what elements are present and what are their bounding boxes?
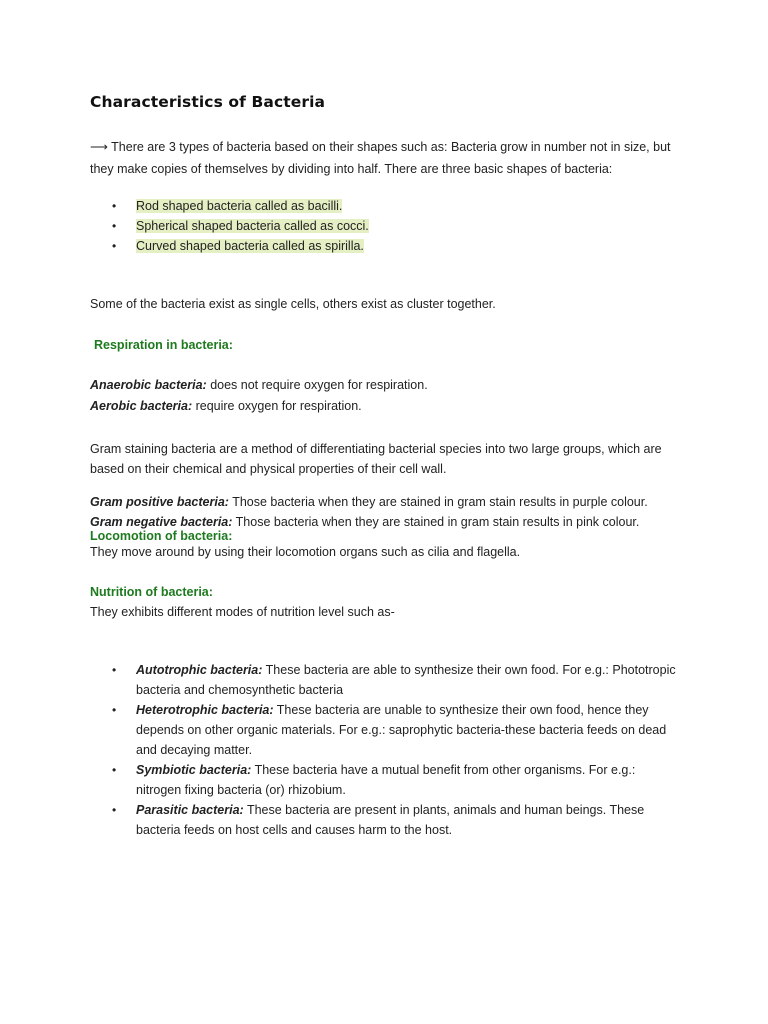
list-item [90,216,690,236]
gram-negative-line [90,515,639,529]
shape-text: Curved shaped bacteria called as spirilla. [136,239,364,253]
nutrition-list [90,660,690,840]
list-item [90,660,690,700]
intro-line-2: they make copies of themselves by dividing into half. There are three basic shapes of bacteria: [90,162,613,176]
nutrition-text: They exhibits different modes of nutrition level such as- [90,605,395,619]
gram-positive-text: Those bacteria when they are stained in gram stain results in purple colour. [228,495,648,509]
bullet-icon: • [112,663,117,677]
list-item [90,196,690,216]
list-item [90,800,690,840]
gram-line-1: Gram staining bacteria are a method of differentiating bacterial species into two large groups, which are [90,442,662,456]
anaerobic-text: does not require oxygen for respiration. [206,378,428,392]
nutrition-term: Symbiotic bacteria: [136,763,252,777]
nutrition-desc-line-2: bacteria feeds on host cells and causes harm to the host. [136,823,453,837]
nutrition-desc-line-1: These bacteria have a mutual benefit from other organisms. For e.g.: [251,763,636,777]
intro-paragraph [90,136,671,180]
nutrition-term: Heterotrophic bacteria: [136,703,274,717]
intro-line-1: ⟶ There are 3 types of bacteria based on their shapes such as: Bacteria grow in number not in size, but [90,140,671,154]
list-item [90,760,690,800]
nutrition-term: Autotrophic bacteria: [136,663,263,677]
list-item [90,236,690,256]
respiration-heading: Respiration in bacteria: [94,338,233,352]
nutrition-desc-line-2: nitrogen fixing bacteria (or) rhizobium. [136,783,346,797]
aerobic-line [90,399,362,413]
gram-positive-term: Gram positive bacteria: [90,495,229,509]
aerobic-term: Aerobic bacteria: [90,399,193,413]
bullet-icon: • [112,239,117,253]
nutrition-desc-line-1: These bacteria are present in plants, animals and human beings. These [243,803,645,817]
nutrition-desc-line-2: depends on other organic materials. For e.g.: saprophytic bacteria-these bacteria feeds on dead [136,723,667,737]
list-item [90,700,690,760]
page-title: Characteristics of Bacteria [90,93,326,111]
gram-positive-line [90,495,648,509]
nutrition-desc-line-2: bacteria and chemosynthetic bacteria [136,683,344,697]
locomotion-text: They move around by using their locomotion organs such as cilia and flagella. [90,545,521,559]
locomotion-heading: Locomotion of bacteria: [90,529,233,543]
shape-text: Rod shaped bacteria called as bacilli. [136,199,343,213]
gram-paragraph [90,439,662,479]
nutrition-desc-line-3: and decaying matter. [136,743,253,757]
bullet-icon: • [112,803,117,817]
aerobic-text: require oxygen for respiration. [192,399,362,413]
shapes-list [90,196,690,256]
gram-negative-term: Gram negative bacteria: [90,515,233,529]
nutrition-desc-line-1: These bacteria are able to synthesize their own food. For e.g.: Phototropic [262,663,676,677]
gram-negative-text: Those bacteria when they are stained in gram stain results in pink colour. [232,515,640,529]
bullet-icon: • [112,703,117,717]
cells-paragraph: Some of the bacteria exist as single cells, others exist as cluster together. [90,297,496,311]
bullet-icon: • [112,199,117,213]
gram-line-2: based on their chemical and physical properties of their cell wall. [90,462,447,476]
nutrition-desc-line-1: These bacteria are unable to synthesize their own food, hence they [273,703,649,717]
anaerobic-line [90,378,428,392]
bullet-icon: • [112,763,117,777]
anaerobic-term: Anaerobic bacteria: [90,378,207,392]
bullet-icon: • [112,219,117,233]
shape-text: Spherical shaped bacteria called as cocci. [136,219,369,233]
nutrition-term: Parasitic bacteria: [136,803,244,817]
nutrition-heading: Nutrition of bacteria: [90,585,213,599]
